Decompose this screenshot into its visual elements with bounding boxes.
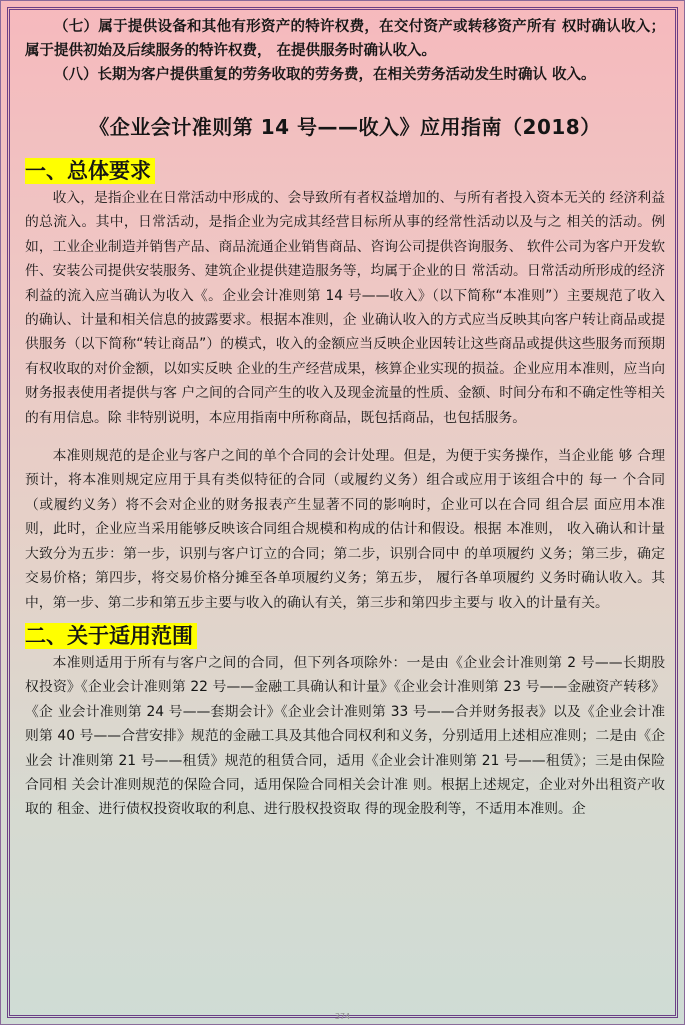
intro-item-7: （七）属于提供设备和其他有形资产的特许权费，在交付资产或转移资产所有 权时确认收入；属于提供初始及后续服务的特许权费， 在提供服务时确认收入。 <box>25 19 665 59</box>
page-number: 374 <box>334 1012 351 1021</box>
paragraph: 本准则适用于所有与客户之间的合同，但下列各项除外：一是由《企业会计准则第 2 号——长期股 权投资》《企业会计准则第 22 号——金融工具确认和计量》《企业会计准则第 23 号——金融资产转移》《企 业会计准则第 24 号——套期会计》《企业会计准则第 33 号——合并财务报表》以及《企业会计准则第 40 号——合营安排》规范的金融工具及其他合同权利和义务，分别适用上述相应准则；二是由《企业会 计准则第 21 号——租赁》规范的租赁合同，适用《企业会计准则第 21 号——租赁》；三是由保险合同相 关会计准则规范的保险合同，适用保险合同相关会计准 则。根据上述规定，企业对外出租资产收取的 租金、进行债权投资收取的利息、进行股权投资取 得的现金股利等，不适用本准则。企 <box>25 654 665 818</box>
paragraph: 本准则规范的是企业与客户之间的单个合同的会计处理。但是，为便于实务操作，当企业能 够 合理预计，将本准则规定应用于具有类似特征的合同（或履约义务）组合或应用于该组合中的 每一 个合同（或履约义务）将不会对企业的财务报表产生显著不同的影响时，企业可以在合同 组合层 面应用本准则，此时，企业应当采用能够反映该合同组合规模和构成的估计和假设。根据 本准则， 收入确认和计量大致分为五步：第一步，识别与客户订立的合同；第二步，识别合同中 的单项履约 义务；第三步，确定交易价格；第四步，将交易价格分摊至各单项履约义务；第五步， 履行各单项履约 义务时确认收入。其中，第一步、第二步和第五步主要与收入的确认有关，第三步和第四步主要与 收入的计量有关。 <box>25 448 665 611</box>
section-scope <box>25 623 665 822</box>
section-heading-scope: 二、关于适用范围 <box>25 623 197 649</box>
page-content <box>25 15 665 822</box>
section-heading-general: 一、总体要求 <box>25 158 155 184</box>
guide-title: 《企业会计准则第 14 号——收入》应用指南（2018） <box>89 115 601 139</box>
section-general-requirements <box>25 158 665 615</box>
intro-item-8: （八）长期为客户提供重复的劳务收取的劳务费，在相关劳务活动发生时确认 收入。 <box>54 67 596 83</box>
paragraph: 收入，是指企业在日常活动中形成的、会导致所有者权益增加的、与所有者投入资本无关的 经济利益的总流入。其中，日常活动，是指企业为完成其经营目标所从事的经常性活动以及与之 相关的活动。例如，工业企业制造并销售产品、商品流通企业销售商品、咨询公司提供咨询服务、 软件公司为客户开发软件、安装公司提供安装服务、建筑企业提供建造服务等，均属于企业的日 常活动。日常活动所形成的经济利益的流入应当确认为收入《。企业会计准则第 14 号——收入》（以下简称“本准则”）主要规范了收入的确认、计量和相关信息的披露要求。根据本准则，企 业确认收入的方式应当反映其向客户转让商品或提供服务（以下简称“转让商品”）的模式，收入的金额应当反映企业因转让这些商品或提供这些服务而预期有权收取的对价金额，以如实反映 企业的生产经营成果，核算企业实现的损益。企业应用本准则，应当向财务报表使用者提供与客 户之间的合同产生的收入及现金流量的性质、金额、时间分布和不确定性等相关的有用信息。除 非特别说明，本应用指南中所称商品，既包括商品，也包括服务。 <box>25 190 665 426</box>
